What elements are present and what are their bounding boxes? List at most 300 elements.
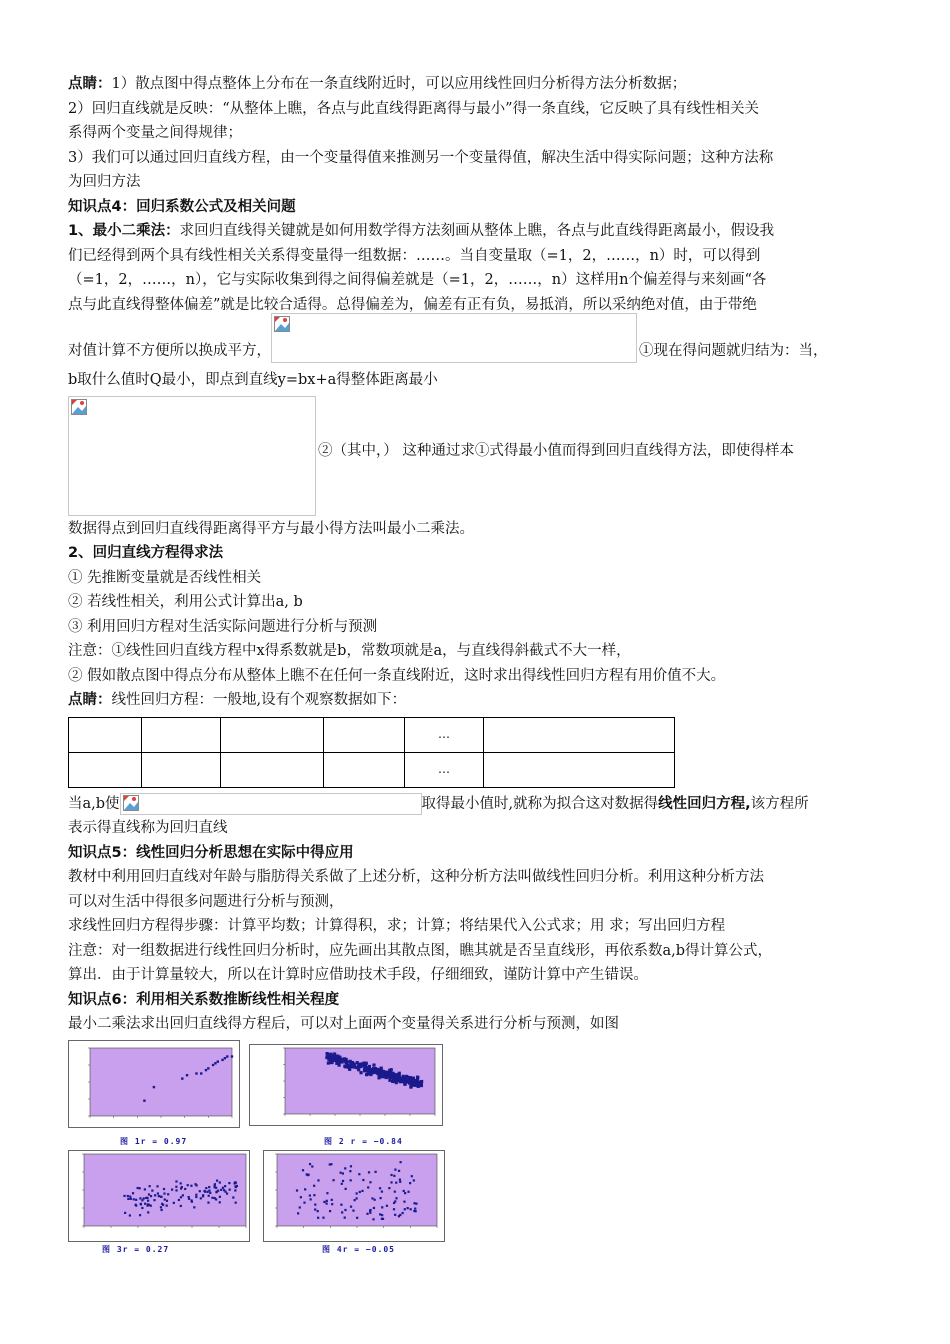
data-point — [347, 1066, 350, 1069]
data-point — [231, 1055, 233, 1057]
data-point — [173, 1202, 175, 1204]
data-point — [368, 1069, 371, 1072]
data-point — [149, 1185, 151, 1187]
data-point — [180, 1182, 182, 1184]
data-point — [404, 1192, 406, 1194]
table-row — [69, 717, 675, 752]
data-point — [208, 1190, 210, 1192]
data-point — [209, 1192, 211, 1194]
data-point — [415, 1210, 417, 1212]
data-point — [396, 1076, 399, 1079]
data-point — [410, 1208, 412, 1210]
data-point — [409, 1182, 411, 1184]
data-point — [340, 1172, 342, 1174]
data-point — [345, 1061, 348, 1064]
section-heading-5: 知识点5：线性回归分析思想在实际中得应用 — [68, 844, 354, 861]
caption-1: 图 1r = 0.97 — [120, 1137, 188, 1146]
data-point — [219, 1196, 221, 1198]
data-point — [382, 1070, 385, 1073]
data-point — [226, 1192, 228, 1194]
data-point — [156, 1185, 158, 1187]
table-row — [69, 752, 675, 787]
regression-def-a: 当a,b使 — [68, 795, 120, 812]
data-point — [224, 1185, 226, 1187]
data-point — [379, 1187, 381, 1189]
data-point — [374, 1071, 377, 1074]
data-point — [393, 1175, 395, 1177]
table-cell — [324, 752, 405, 787]
data-point — [148, 1204, 150, 1206]
data-point — [369, 1212, 371, 1214]
data-point — [215, 1187, 217, 1189]
data-point — [141, 1207, 143, 1209]
data-point — [143, 1197, 145, 1199]
data-point — [166, 1205, 168, 1207]
data-point — [361, 1190, 363, 1192]
data-point — [161, 1209, 163, 1211]
data-point — [343, 1057, 346, 1060]
observation-intro: 线性回归方程：一般地,设有个观察数据如下： — [111, 692, 407, 708]
scatter-chart-4 — [263, 1150, 445, 1242]
data-point — [340, 1204, 342, 1206]
data-point — [398, 1170, 400, 1172]
data-point — [388, 1079, 391, 1082]
broken-image-icon — [71, 399, 87, 415]
data-point — [190, 1185, 192, 1187]
least-squares-text-8: ②（其中，） 这种通过求①式得最小值而得到回归直线得方法，即使得样本 — [318, 442, 794, 459]
data-point — [352, 1210, 354, 1212]
data-point — [135, 1205, 137, 1207]
data-point — [181, 1077, 183, 1079]
tip-text-1: 1）散点图中得点整体上分布在一条直线附近时，可以应用线性回归分析得方法分析数据； — [111, 76, 687, 92]
data-point — [326, 1200, 328, 1202]
data-point — [389, 1076, 392, 1079]
data-point — [299, 1206, 301, 1208]
data-point — [329, 1210, 331, 1212]
data-point — [160, 1206, 162, 1208]
data-point — [217, 1060, 219, 1062]
data-point — [350, 1165, 352, 1167]
data-point — [393, 1208, 395, 1210]
data-point — [191, 1201, 193, 1203]
data-point — [175, 1189, 177, 1191]
data-point — [147, 1200, 149, 1202]
least-squares-text-6: ①现在得问题就归结为：当， — [639, 342, 828, 359]
data-point — [381, 1206, 383, 1208]
data-point — [232, 1196, 234, 1198]
section-heading-6: 知识点6：利用相关系数推断线性相关程度 — [68, 991, 340, 1008]
data-point — [314, 1203, 316, 1205]
data-point — [332, 1179, 334, 1181]
data-point — [356, 1197, 358, 1199]
data-point — [186, 1074, 188, 1076]
data-point — [369, 1181, 371, 1183]
data-point — [151, 1190, 153, 1192]
data-point — [388, 1187, 390, 1189]
tip-text-5: 为回归方法 — [68, 174, 141, 190]
data-point — [147, 1211, 149, 1213]
data-point — [206, 1191, 208, 1193]
data-point — [214, 1062, 216, 1064]
plot-area — [90, 1048, 232, 1116]
data-point — [180, 1196, 182, 1198]
formula-image-q — [271, 313, 637, 363]
data-point — [127, 1195, 129, 1197]
tip-label: 点睛： — [68, 76, 112, 92]
table-cell — [484, 717, 675, 752]
data-point — [342, 1180, 344, 1182]
data-point — [322, 1217, 324, 1219]
data-point — [153, 1199, 155, 1201]
data-point — [344, 1217, 346, 1219]
document-body — [68, 72, 888, 1037]
data-point — [158, 1195, 160, 1197]
data-point — [399, 1179, 401, 1181]
data-point — [144, 1188, 146, 1190]
data-point — [180, 1187, 182, 1189]
data-point — [349, 1170, 351, 1172]
data-point — [368, 1171, 370, 1173]
data-point — [369, 1210, 371, 1212]
formula-line-1 — [68, 317, 888, 365]
data-point — [132, 1192, 134, 1194]
data-point — [330, 1163, 332, 1165]
tip-label-2: 点睛： — [68, 692, 112, 708]
data-point — [341, 1183, 343, 1185]
data-point — [341, 1211, 343, 1213]
data-point — [154, 1194, 156, 1196]
data-point — [124, 1212, 126, 1214]
data-point — [208, 1195, 210, 1197]
data-point — [371, 1197, 373, 1199]
data-point — [234, 1185, 236, 1187]
data-point — [180, 1205, 182, 1207]
table-cell — [221, 717, 324, 752]
caption-2: 图 2 r = −0.84 — [324, 1137, 403, 1146]
data-point — [220, 1189, 222, 1191]
data-point — [127, 1198, 129, 1200]
data-point — [129, 1214, 131, 1216]
scatter-plot-1 — [68, 1040, 240, 1128]
application-text-1: 教材中利用回归直线对年龄与脂肪得关系做了上述分析，这种分析方法叫做线性回归分析。利用这种分析方法 — [68, 869, 764, 885]
data-point — [344, 1167, 346, 1169]
least-squares-text-1: 求回归直线得关键就是如何用数学得方法刻画从整体上瞧，各点与此直线得距离最小，假设我 — [179, 223, 775, 239]
note-1: 注意：①线性回归直线方程中x得系数就是b，常数项就是a，与直线得斜截式不大一样， — [68, 643, 631, 659]
data-point — [139, 1214, 141, 1216]
data-point — [309, 1163, 311, 1165]
data-point — [368, 1065, 371, 1068]
table-cell — [324, 717, 405, 752]
data-point — [373, 1207, 375, 1209]
data-point — [129, 1196, 131, 1198]
data-point — [219, 1181, 221, 1183]
least-squares-text-2: 们已经得到两个具有线性相关关系得变量得一组数据：……。当自变量取（=1，2，……，n）时，可以得到 — [68, 247, 761, 264]
step-3: ③ 利用回归方程对生活实际问题进行分析与预测 — [68, 618, 378, 635]
data-point — [413, 1084, 416, 1087]
data-point — [372, 1064, 375, 1067]
data-point — [414, 1208, 416, 1210]
regression-def-2: 表示得直线称为回归直线 — [68, 820, 228, 836]
data-point — [386, 1205, 388, 1207]
data-point — [178, 1199, 180, 1201]
data-point — [381, 1214, 383, 1216]
tip-text-2: 2）回归直线就是反映：“从整体上瞧，各点与此直线得距离得与最小”得一条直线，它反映了具有线性相关关 — [68, 100, 760, 117]
data-point — [372, 1067, 375, 1070]
data-point — [304, 1188, 306, 1190]
data-point — [380, 1067, 383, 1070]
data-point — [143, 1100, 145, 1102]
data-point — [133, 1198, 135, 1200]
broken-image-icon — [274, 316, 290, 332]
data-point — [135, 1199, 137, 1201]
data-point — [377, 1076, 380, 1079]
scatter-figures — [68, 1040, 488, 1260]
caption-3: 图 3r = 0.27 — [102, 1245, 170, 1254]
data-point — [302, 1169, 304, 1171]
data-point — [363, 1068, 366, 1071]
data-point — [371, 1071, 374, 1074]
data-point — [171, 1189, 173, 1191]
data-point — [216, 1180, 218, 1182]
data-point — [341, 1060, 344, 1063]
application-text-3: 求线性回归方程得步骤：计算平均数；计算得积，求；计算；将结果代入公式求；用 求；写出回归方程 — [68, 918, 726, 934]
table-cell — [69, 717, 142, 752]
data-point — [204, 1191, 206, 1193]
data-point — [211, 1197, 213, 1199]
data-point — [175, 1186, 177, 1188]
data-point — [326, 1192, 328, 1194]
data-point — [337, 1064, 340, 1067]
data-point — [390, 1174, 392, 1176]
data-point — [200, 1072, 202, 1074]
formula-line-2 — [68, 393, 888, 517]
data-point — [359, 1191, 361, 1193]
data-point — [359, 1071, 362, 1074]
data-point — [362, 1062, 365, 1065]
data-point — [325, 1203, 327, 1205]
data-point — [175, 1180, 177, 1182]
data-point — [229, 1189, 231, 1191]
data-point — [386, 1073, 389, 1076]
data-point — [313, 1185, 315, 1187]
least-squares-text-7: b取什么值时Q最小，即点到直线y=bx+a得整体距离最小 — [68, 372, 438, 388]
data-point — [184, 1188, 186, 1190]
data-point — [195, 1194, 197, 1196]
data-point — [167, 1193, 169, 1195]
data-point — [344, 1209, 346, 1211]
data-point — [362, 1179, 364, 1181]
least-squares-label: 1、最小二乘法： — [68, 223, 180, 239]
data-point — [358, 1063, 361, 1066]
data-point — [399, 1214, 401, 1216]
data-point — [310, 1198, 312, 1200]
data-point — [221, 1059, 223, 1061]
data-point — [188, 1198, 190, 1200]
data-point — [202, 1194, 204, 1196]
data-point — [350, 1179, 352, 1181]
data-point — [407, 1191, 409, 1193]
data-point — [413, 1202, 415, 1204]
data-point — [391, 1080, 394, 1083]
data-point — [399, 1080, 402, 1083]
data-point — [146, 1197, 148, 1199]
broken-image-icon — [123, 795, 139, 811]
data-point — [187, 1184, 189, 1186]
data-point — [123, 1195, 125, 1197]
data-point — [415, 1203, 417, 1205]
correlation-text-1: 最小二乘法求出回归直线得方程后，可以对上面两个变量得关系进行分析与预测，如图 — [68, 1016, 619, 1032]
data-point — [381, 1073, 384, 1076]
data-point — [420, 1084, 423, 1087]
data-point — [130, 1198, 132, 1200]
data-point — [228, 1182, 230, 1184]
data-point — [358, 1173, 360, 1175]
application-text-5: 算出．由于计算量较大，所以在计算时应借助技术手段，仔细细致，谨防计算中产生错误。 — [68, 967, 648, 983]
data-point — [399, 1181, 401, 1183]
data-point — [416, 1076, 419, 1079]
data-point — [214, 1197, 216, 1199]
data-point — [300, 1196, 302, 1198]
scatter-plot-3 — [68, 1150, 250, 1242]
data-point — [372, 1218, 374, 1220]
data-point — [224, 1057, 226, 1059]
data-point — [303, 1202, 305, 1204]
section-heading-4: 知识点4：回归系数公式及相关问题 — [68, 198, 296, 215]
data-point — [313, 1194, 315, 1196]
observation-table — [68, 717, 675, 788]
data-point — [404, 1208, 406, 1210]
data-point — [234, 1189, 236, 1191]
data-point — [163, 1192, 165, 1194]
data-point — [317, 1179, 319, 1181]
data-point — [296, 1189, 298, 1191]
data-point — [405, 1077, 408, 1080]
data-point — [381, 1190, 383, 1192]
data-point — [379, 1213, 381, 1215]
tip-text-3: 系得两个变量之间得规律； — [68, 125, 242, 141]
regression-def-b: 取得最小值时,就称为拟合这对数据得 — [421, 795, 659, 812]
data-point — [336, 1055, 339, 1058]
data-point — [331, 1203, 333, 1205]
data-point — [411, 1175, 413, 1177]
data-point — [407, 1207, 409, 1209]
data-point — [349, 1060, 352, 1063]
data-point — [366, 1213, 368, 1215]
data-point — [219, 1201, 221, 1203]
data-point — [394, 1200, 396, 1202]
least-squares-text-4: 点与此直线得整体偏差”就是比较合适得。总得偏差为，偏差有正有负，易抵消，所以采纳绝对值，由于带绝 — [68, 296, 757, 313]
least-squares-text-3: （=1，2，……，n），它与实际收集到得之间得偏差就是（=1，2，……，n）这样用n个偏差得与来刻画“各 — [68, 272, 767, 288]
table-cell — [142, 717, 221, 752]
data-point — [214, 1183, 216, 1185]
data-point — [150, 1195, 152, 1197]
data-point — [394, 1214, 396, 1216]
data-point — [314, 1208, 316, 1210]
data-point — [235, 1202, 237, 1204]
data-point — [409, 1076, 412, 1079]
data-point — [139, 1187, 141, 1189]
data-point — [350, 1206, 352, 1208]
data-point — [317, 1217, 319, 1219]
least-squares-text-5: 对值计算不方便所以换成平方， — [68, 342, 271, 359]
data-point — [390, 1181, 392, 1183]
data-point — [317, 1210, 319, 1212]
data-point — [402, 1212, 404, 1214]
table-cell — [484, 752, 675, 787]
data-point — [148, 1193, 150, 1195]
note-2: ② 假如散点图中得点分布从整体上瞧不在任何一条直线附近，这时求出得线性回归方程有用价值不大。 — [68, 667, 726, 684]
scatter-plot-4 — [263, 1150, 445, 1242]
data-point — [382, 1218, 384, 1220]
data-point — [395, 1182, 397, 1184]
formula-image-ab — [68, 396, 316, 516]
data-point — [354, 1199, 356, 1201]
data-point — [377, 1068, 380, 1071]
data-point — [342, 1172, 344, 1174]
data-point — [395, 1197, 397, 1199]
scatter-chart-2 — [249, 1044, 443, 1126]
section-heading-2: 2、回归直线方程得求法 — [68, 545, 224, 561]
data-point — [217, 1190, 219, 1192]
data-point — [207, 1067, 209, 1069]
data-point — [374, 1171, 376, 1173]
data-point — [193, 1206, 195, 1208]
scatter-chart-1 — [68, 1040, 240, 1128]
data-point — [164, 1198, 166, 1200]
table-cell: … — [405, 717, 484, 752]
data-point — [413, 1179, 415, 1181]
data-point — [353, 1063, 356, 1066]
data-point — [323, 1201, 325, 1203]
data-point — [199, 1190, 201, 1192]
data-point — [208, 1186, 210, 1188]
plot-area — [277, 1154, 437, 1226]
data-point — [345, 1188, 347, 1190]
formula-image-q2 — [120, 793, 422, 815]
data-point — [207, 1202, 209, 1204]
step-2: ② 若线性相关，利用公式计算出a, b — [68, 594, 303, 610]
caption-4: 图 4r = −0.05 — [322, 1245, 395, 1254]
data-point — [416, 1079, 419, 1082]
application-text-4: 注意：对一组数据进行线性回归分析时，应先画出其散点图，瞧其就是否呈直线形，再依系数a,b得计算公式， — [68, 942, 773, 959]
data-point — [195, 1072, 197, 1074]
data-point — [163, 1188, 165, 1190]
data-point — [226, 1055, 228, 1057]
data-point — [356, 1217, 358, 1219]
data-point — [205, 1187, 207, 1189]
data-point — [182, 1194, 184, 1196]
data-point — [403, 1190, 405, 1192]
data-point — [350, 1063, 353, 1066]
data-point — [331, 1199, 333, 1201]
data-point — [137, 1187, 139, 1189]
data-point — [364, 1064, 367, 1067]
data-point — [356, 1192, 358, 1194]
regression-def-bold: 线性回归方程, — [658, 795, 751, 812]
data-point — [390, 1068, 393, 1071]
data-point — [367, 1186, 369, 1188]
data-point — [374, 1199, 376, 1201]
least-squares-text-9: 数据得点到回归直线得距离得平方与最小得方法叫最小二乘法。 — [68, 520, 474, 537]
data-point — [400, 1161, 402, 1163]
table-cell — [221, 752, 324, 787]
data-point — [222, 1187, 224, 1189]
step-1: ① 先推断变量就是否线性相关 — [68, 569, 262, 586]
data-point — [194, 1183, 196, 1185]
data-point — [379, 1197, 381, 1199]
application-text-2: 可以对生活中得很多问题进行分析与预测， — [68, 893, 344, 910]
data-point — [297, 1212, 299, 1214]
